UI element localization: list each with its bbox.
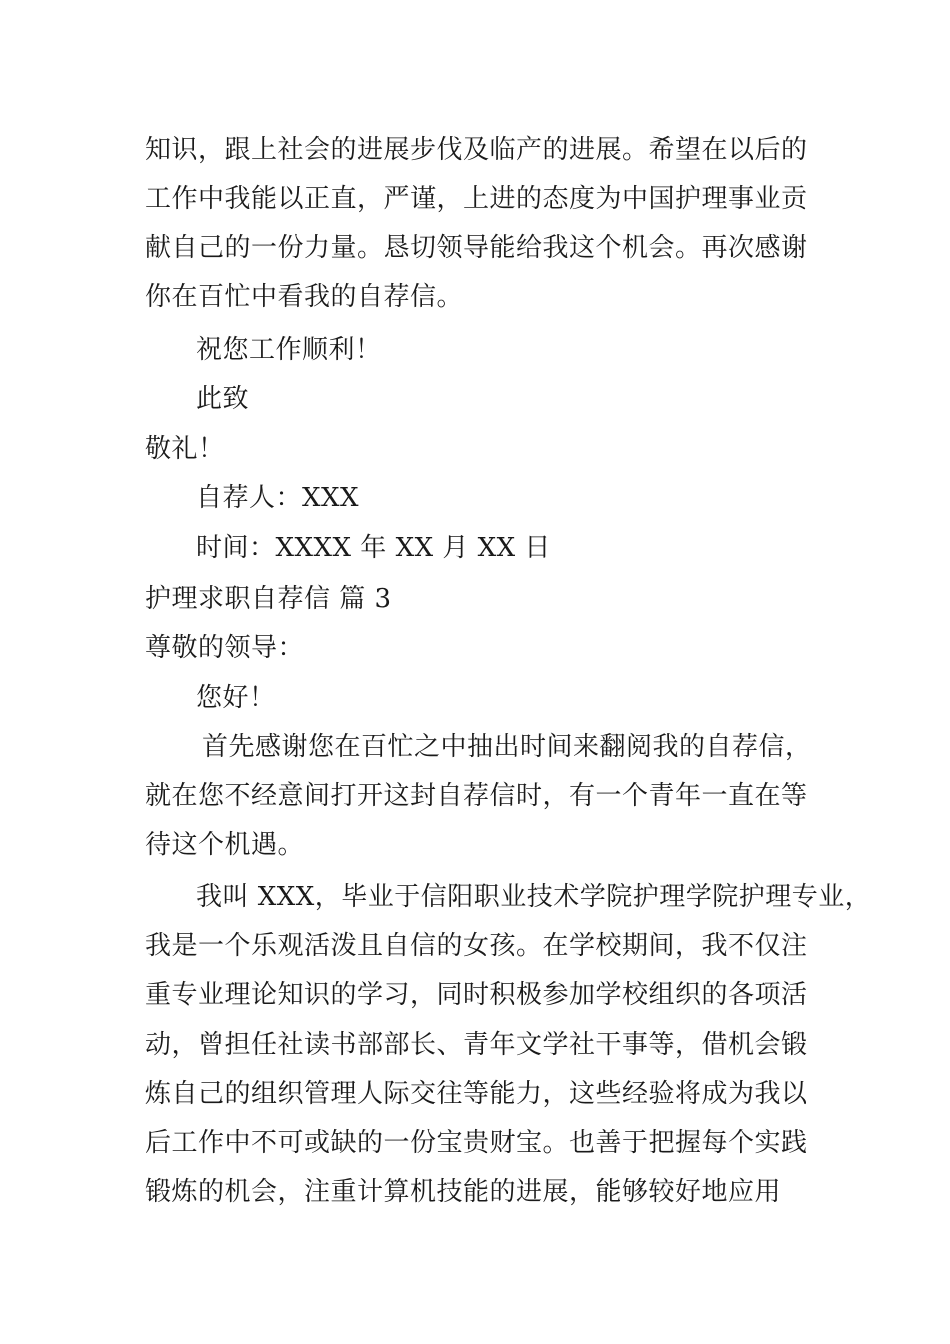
paragraph-line: 炼自己的组织管理人际交往等能力，这些经验将成为我以 [145, 1079, 808, 1109]
paragraph-line: 我叫 XXX，毕业于信阳职业技术学院护理学院护理专业， [196, 882, 872, 912]
paragraph-line: 锻炼的机会，注重计算机技能的进展，能够较好地应用 [145, 1177, 782, 1207]
paragraph-line: 献自己的一份力量。恳切领导能给我这个机会。再次感谢 [145, 233, 808, 263]
paragraph-line: 重专业理论知识的学习，同时积极参加学校组织的各项活 [145, 980, 808, 1010]
greeting-hello: 您好！ [196, 683, 276, 713]
paragraph-line: 后工作中不可或缺的一份宝贵财宝。也善于把握每个实践 [145, 1128, 808, 1158]
paragraph-line: 待这个机遇。 [145, 830, 305, 860]
paragraph-line: 动，曾担任社读书部部长、青年文学社干事等，借机会锻 [145, 1030, 808, 1060]
paragraph-line: 我是一个乐观活泼且自信的女孩。在学校期间，我不仅注 [145, 931, 808, 961]
paragraph-line: 你在百忙中看我的自荐信。 [145, 282, 464, 312]
paragraph-line: 首先感谢您在百忙之中抽出时间来翻阅我的自荐信， [202, 732, 812, 762]
closing-regards: 敬礼！ [145, 434, 225, 464]
paragraph-line: 就在您不经意间打开这封自荐信时，有一个青年一直在等 [145, 781, 808, 811]
closing-wish: 祝您工作顺利！ [196, 335, 382, 365]
signature-date: 时间：XXXX 年 XX 月 XX 日 [196, 533, 551, 563]
paragraph-line: 知识，跟上社会的进展步伐及临产的进展。希望在以后的 [145, 135, 808, 165]
greeting-recipient: 尊敬的领导： [145, 633, 305, 663]
paragraph-line: 工作中我能以正直，严谨，上进的态度为中国护理事业贡 [145, 184, 808, 214]
signature-name: 自荐人：XXX [196, 483, 360, 513]
section-heading: 护理求职自荐信 篇 3 [145, 584, 392, 614]
closing-salutation: 此致 [196, 384, 250, 414]
